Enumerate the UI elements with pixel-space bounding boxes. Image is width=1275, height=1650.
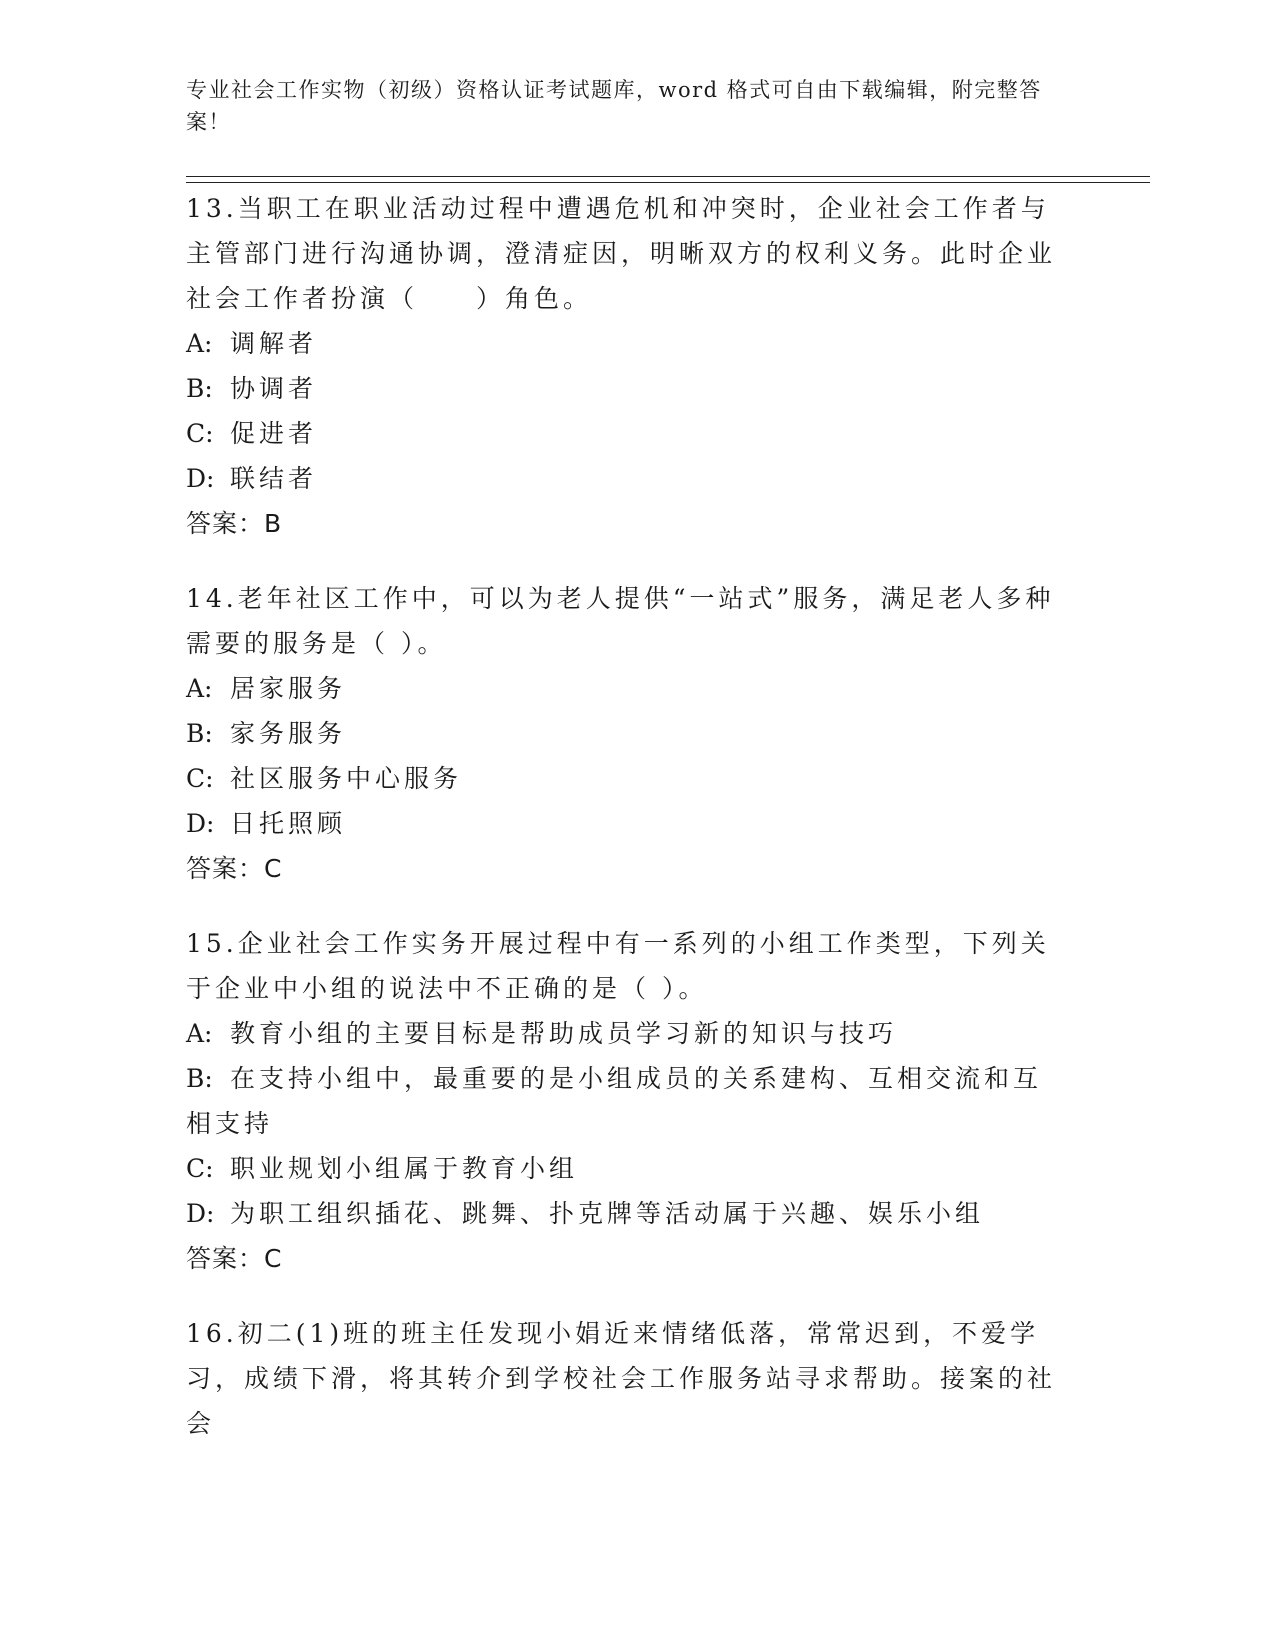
option-text: 日托照顾 — [230, 809, 347, 838]
option-c — [186, 1146, 1066, 1191]
question-text: 16.初二(1)班的班主任发现小娟近来情绪低落，常常迟到，不爱学习，成绩下滑，将其转介到学校社会工作服务站寻求帮助。接案的社会 — [186, 1319, 1057, 1438]
option-a — [186, 666, 1066, 711]
question-15 — [186, 921, 1066, 1281]
option-letter: B: — [186, 719, 213, 748]
option-text: 促进者 — [230, 419, 318, 448]
header-rule-top — [186, 176, 1150, 177]
question-13 — [186, 186, 1066, 546]
option-letter: D: — [186, 809, 215, 838]
option-d — [186, 1191, 1066, 1236]
question-14 — [186, 576, 1066, 891]
option-b — [186, 366, 1066, 411]
option-a — [186, 321, 1066, 366]
option-text: 联结者 — [230, 464, 318, 493]
option-text: 社区服务中心服务 — [230, 764, 463, 793]
option-text: 调解者 — [230, 329, 318, 358]
option-text: 家务服务 — [230, 719, 347, 748]
option-letter: A: — [186, 329, 213, 358]
question-list — [186, 186, 1066, 1476]
option-text: 为职工组织插花、跳舞、扑克牌等活动属于兴趣、娱乐小组 — [230, 1199, 985, 1228]
document-header: 专业社会工作实物（初级）资格认证考试题库，word 格式可自由下载编辑，附完整答案！ — [186, 78, 1042, 134]
option-a — [186, 1011, 1066, 1056]
question-16 — [186, 1311, 1066, 1446]
option-letter: A: — [186, 1019, 213, 1048]
question-text: 13.当职工在职业活动过程中遭遇危机和冲突时，企业社会工作者与主管部门进行沟通协调，澄清症因，明晰双方的权利义务。此时企业社会工作者扮演（ ）角色。 — [186, 194, 1057, 313]
option-letter: D: — [186, 1199, 215, 1228]
option-letter: A: — [186, 674, 213, 703]
option-text: 教育小组的主要目标是帮助成员学习新的知识与技巧 — [230, 1019, 898, 1048]
header-rule-bottom — [186, 182, 1150, 183]
option-letter: C: — [186, 419, 214, 448]
answer-line: 答案：B — [186, 509, 283, 538]
option-letter: C: — [186, 1154, 214, 1183]
option-d — [186, 801, 1066, 846]
option-d — [186, 456, 1066, 501]
option-text: 职业规划小组属于教育小组 — [230, 1154, 579, 1183]
question-text: 15.企业社会工作实务开展过程中有一系列的小组工作类型，下列关于企业中小组的说法中不正确的是（ ）。 — [186, 929, 1050, 1003]
option-b — [186, 711, 1066, 756]
answer-line: 答案：C — [186, 1244, 283, 1273]
option-letter: D: — [186, 464, 215, 493]
option-letter: C: — [186, 764, 214, 793]
option-b — [186, 1056, 1066, 1146]
option-letter: B: — [186, 374, 213, 403]
option-letter: B: — [186, 1064, 213, 1093]
option-c — [186, 411, 1066, 456]
option-text: 居家服务 — [230, 674, 347, 703]
question-text: 14.老年社区工作中，可以为老人提供“一站式”服务，满足老人多种需要的服务是（ ）。 — [186, 584, 1055, 658]
option-c — [186, 756, 1066, 801]
answer-line: 答案：C — [186, 854, 283, 883]
option-text: 在支持小组中，最重要的是小组成员的关系建构、互相交流和互相支持 — [186, 1064, 1043, 1138]
option-text: 协调者 — [230, 374, 318, 403]
